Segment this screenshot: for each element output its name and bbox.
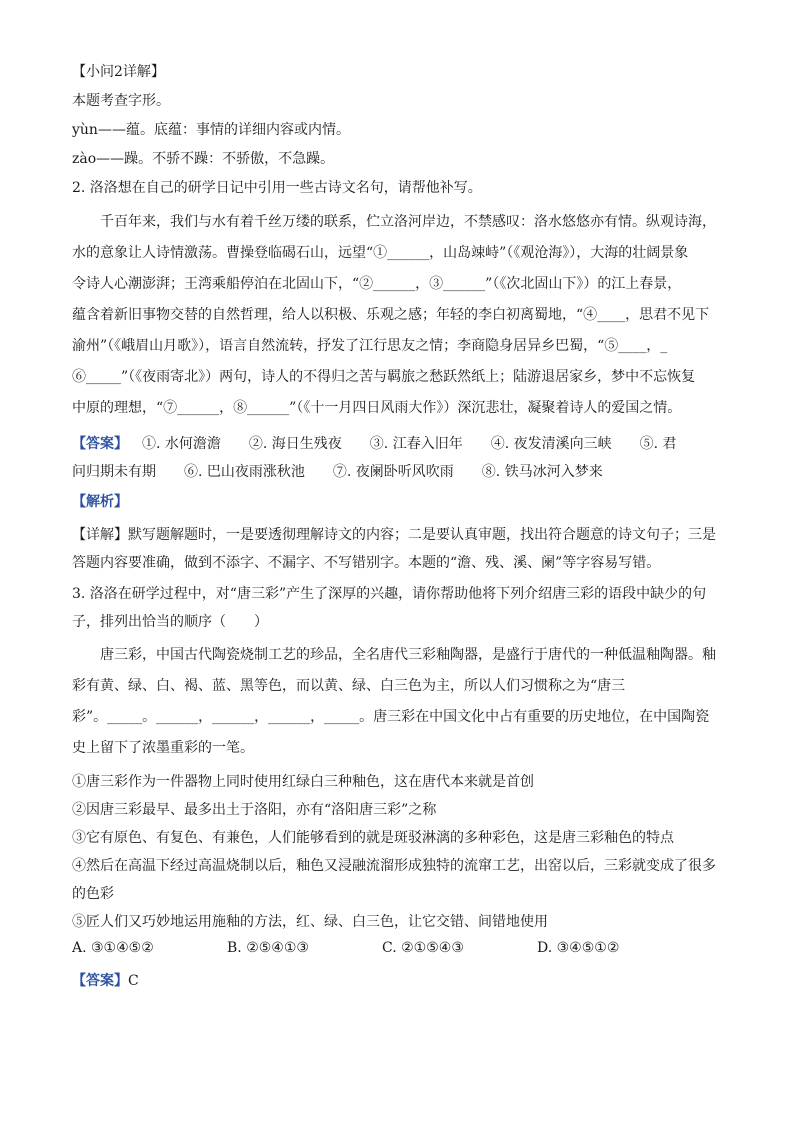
q3-item: ④然后在高温下经过高温烧制以后，釉色又浸融流溜形成独特的流窜工艺，出窑以后，三彩就变成了很多 [72, 858, 716, 874]
q3-passage-line: 彩”。_____。______，______，______，_____。唐三彩在中国文化中占有重要的历史地位，在中国陶瓷 [72, 709, 710, 725]
option-d: D. ③④⑤①② [537, 940, 620, 956]
q3-item: ②因唐三彩最早、最多出土于洛阳，亦有“洛阳唐三彩”之称 [72, 802, 437, 818]
q2-detail-line1: 默写题解题时，一是要透彻理解诗文的内容；二是要认真审题，找出符合题意的诗文句子；三是 [128, 527, 716, 543]
q3-passage-line: 唐三彩，中国古代陶瓷烧制工艺的珍品，全名唐代三彩釉陶器，是盛行于唐代的一种低温釉陶器。釉 [100, 647, 716, 663]
q3-answer [72, 967, 726, 995]
q3-item: ⑤匠人们又巧妙地运用施釉的方法，红、绿、白三色，让它交错、间错地使用 [72, 914, 548, 930]
q3-stem-line1: 3. 洛洛在研学过程中，对“唐三彩”产生了深厚的兴趣，请你帮助他将下列介绍唐三彩的语段中缺少的句 [72, 586, 707, 602]
q2-answer [72, 430, 726, 458]
sub2-yun-line: yùn——蕴。底蕴：事情的详细内容或内情。 [72, 122, 350, 138]
q2-detail [72, 521, 726, 549]
q2-answer-line1: ①. 水何澹澹 ②. 海日生残夜 ③. 江春入旧年 ④. 夜发清溪向三峡 ⑤. 君 [142, 436, 677, 452]
q2-passage-line: 千百年来，我们与水有着千丝万缕的联系，伫立洛河岸边，不禁感叹：洛水悠悠亦有情。纵观诗海， [100, 214, 716, 230]
q3-passage-line: 彩有黄、绿、白、褐、蓝、黑等色，而以黄、绿、白三色为主，所以人们习惯称之为“唐三 [72, 678, 626, 694]
option-b: B. ②⑤④①③ [227, 940, 309, 956]
document-page [72, 62, 726, 1004]
q3-item: ①唐三彩作为一件器物上同时使用红绿白三种釉色，这在唐代本来就是首创 [72, 774, 534, 790]
q3-passage-line: 史上留下了浓墨重彩的一笔。 [72, 740, 254, 756]
q2-passage [72, 207, 726, 424]
q3-stem-line2: 子，排列出恰当的顺序（ ） [72, 614, 268, 630]
answer-label: 【答案】 [72, 436, 128, 452]
sub2-zao-line: zào——躁。不骄不躁：不骄傲，不急躁。 [72, 151, 335, 167]
sub2-intro: 本题考查字形。 [72, 93, 170, 109]
q2-passage-line: 中原的理想，“⑦______，⑧______”（《十一月四日风雨大作》）深沉悲壮，凝聚着诗人的爱国之情。 [72, 400, 682, 416]
sub2-header: 【小问2详解】 [72, 64, 165, 80]
answer-label: 【答案】 [72, 973, 128, 989]
q3-passage [72, 640, 726, 764]
q2-passage-line: 渝州”（《峨眉山月歌》），语言自然流转，抒发了江行思友之情；李商隐身居异乡巴蜀，“⑤____，_ [72, 338, 668, 354]
detail-label: 【详解】 [72, 527, 128, 543]
q2-answer-line2: 问归期未有期 ⑥. 巴山夜雨涨秋池 ⑦. 夜阑卧听风吹雨 ⑧. 铁马冰河入梦来 [72, 464, 603, 480]
q3-item: 的色彩 [72, 886, 114, 902]
q2-stem: 2. 洛洛想在自己的研学日记中引用一些古诗文名句，请帮他补写。 [72, 180, 482, 196]
q2-passage-line: 令诗人心潮澎湃；王湾乘船停泊在北固山下，“②______，③______”（《次北固山下》）的江上春景， [72, 276, 682, 292]
q3-item: ③它有原色、有复色、有兼色，人们能够看到的就是斑驳淋漓的多种彩色，这是唐三彩釉色的特点 [72, 830, 674, 846]
analysis-label: 【解析】 [72, 494, 128, 510]
q2-passage-line: ⑥_____”（《夜雨寄北》）两句，诗人的不得归之苦与羁旅之愁跃然纸上；陆游退居家乡，梦中不忘恢复 [72, 369, 696, 385]
q3-options [72, 938, 692, 958]
q2-passage-line: 水的意象让人诗情激荡。曹操登临碣石山，远望“①______，山岛竦峙”（《观沧海》），大海的壮阔景象 [72, 245, 689, 261]
q3-answer-value: C [128, 973, 139, 989]
option-c: C. ②①⑤④③ [382, 940, 464, 956]
q2-passage-line: 蕴含着新旧事物交替的自然哲理，给人以积极、乐观之感；年轻的李白初离蜀地，“④____，思君不见下 [72, 307, 710, 323]
q2-detail-line2: 答题内容要准确，做到不添字、不漏字、不写错别字。本题的“澹、残、溪、阑”等字容易写错。 [72, 555, 661, 571]
option-a: A. ③①④⑤② [72, 940, 154, 956]
